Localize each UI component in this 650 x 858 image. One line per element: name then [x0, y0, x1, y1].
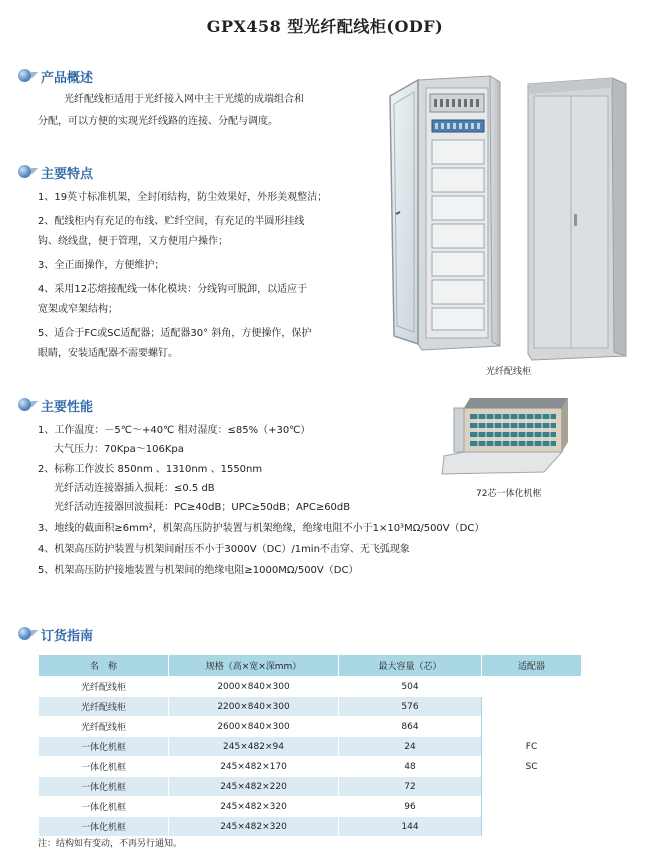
column-header: 名 称	[39, 655, 169, 677]
table-cell: 96	[339, 797, 482, 817]
bullet-slash-icon	[31, 168, 41, 174]
table-cell: 一体化机框	[39, 737, 169, 757]
column-header: 最大容量（芯）	[339, 655, 482, 677]
performance-line: 光纤活动连接器回波损耗：PC≥40dB；UPC≥50dB；APC≥60dB	[54, 502, 351, 513]
table-cell: 245×482×320	[169, 797, 339, 817]
table-cell: 一体化机框	[39, 817, 169, 837]
table-cell: 光纤配线柜	[39, 697, 169, 717]
performance-line: 大气压力：70Kpa～106Kpa	[54, 444, 184, 455]
feature-line: 1、19英寸标准机架，全封闭结构，防尘效果好，外形美观整洁；	[38, 192, 328, 203]
feature-line: 眼睛，安装适配器不需要螺钉。	[38, 348, 178, 359]
feature-line: 3、全正面操作，方便维护；	[38, 260, 165, 271]
performance-line: 4、机架高压防护装置与机架间耐压不小于3000V（DC）/1min不击穿、无飞弧现象	[38, 544, 410, 555]
footnote: 注：结构如有变动，不再另行通知。	[38, 839, 183, 849]
section-heading: 产品概述	[41, 71, 94, 86]
performance-line: 2、标称工作波长 850nm 、1310nm 、1550nm	[38, 464, 263, 475]
table-cell: 一体化机框	[39, 757, 169, 777]
table-cell: 72	[339, 777, 482, 797]
order-table	[38, 654, 582, 837]
table-cell: 245×482×170	[169, 757, 339, 777]
table-cell: 864	[339, 717, 482, 737]
frame-caption: 72芯一体化机框	[476, 489, 542, 499]
table-cell: 245×482×94	[169, 737, 339, 757]
bullet-ball-icon	[18, 627, 31, 640]
feature-line: 4、采用12芯熔接配线一体化模块：分线钩可脱卸，以适应于	[38, 284, 308, 295]
table-cell: 504	[339, 677, 482, 697]
feature-line: 5、适合于FC或SC适配器；适配器30° 斜角，方便操作，保护	[38, 328, 312, 339]
bullet-ball-icon	[18, 165, 31, 178]
closed-cabinet-image	[520, 74, 632, 364]
performance-line: 1、工作温度：－5℃～+40℃ 相对湿度：≤85%（+30℃）	[38, 425, 311, 436]
table-header-row	[39, 655, 582, 677]
table-cell: 一体化机框	[39, 797, 169, 817]
performance-line: 光纤活动连接器插入损耗：≤0.5 dB	[54, 483, 215, 494]
table-cell: 光纤配线柜	[39, 717, 169, 737]
adapter-sc: SC	[525, 761, 538, 772]
feature-line: 钩、绕线盘，便于管理，又方便用户操作；	[38, 236, 228, 247]
table-cell: 2200×840×300	[169, 697, 339, 717]
performance-line: 5、机架高压防护接地装置与机架间的绝缘电阻≥1000MΩ/500V（DC）	[38, 565, 359, 576]
table-row	[39, 677, 582, 697]
performance-line: 3、地线的截面积≥6mm²，机架高压防护装置与机架绝缘，绝缘电阻不小于1×10³MΩ/500V（DC）	[38, 523, 485, 534]
table-cell: 576	[339, 697, 482, 717]
table-cell: 245×482×220	[169, 777, 339, 797]
cabinet-caption: 光纤配线柜	[486, 367, 532, 377]
bullet-slash-icon	[31, 401, 41, 407]
overview-line-2: 分配，可以方便的实现光纤线路的连接、分配与调度。	[38, 116, 278, 127]
table-cell: 24	[339, 737, 482, 757]
section-header-overview	[18, 68, 168, 86]
bullet-ball-icon	[18, 69, 31, 82]
section-heading: 主要性能	[41, 400, 94, 415]
table-cell: 一体化机框	[39, 777, 169, 797]
open-cabinet-image	[388, 74, 506, 356]
bullet-ball-icon	[18, 398, 31, 411]
bullet-slash-icon	[31, 72, 41, 78]
table-cell: 2000×840×300	[169, 677, 339, 697]
table-cell: 2600×840×300	[169, 717, 339, 737]
section-heading: 订货指南	[41, 629, 94, 644]
table-cell: 光纤配线柜	[39, 677, 169, 697]
table-cell: 48	[339, 757, 482, 777]
bullet-slash-icon	[31, 630, 41, 636]
adapter-cell	[482, 677, 582, 837]
feature-line: 2、配线柜内有充足的布线、贮纤空间，有充足的半圆形挂线	[38, 216, 305, 227]
integrated-frame-image	[440, 394, 572, 476]
section-header-ordering	[18, 626, 168, 644]
section-header-features	[18, 164, 168, 182]
section-header-performance	[18, 397, 168, 415]
section-heading: 主要特点	[41, 167, 94, 182]
feature-line: 宽架或窄架结构；	[38, 304, 118, 315]
table-cell: 144	[339, 817, 482, 837]
page-title: GPX458 型光纤配线柜(ODF)	[206, 17, 444, 36]
table-cell: 245×482×320	[169, 817, 339, 837]
column-header: 适配器	[482, 655, 582, 677]
adapter-fc: FC	[525, 741, 538, 752]
column-header: 规格（高×宽×深mm）	[169, 655, 339, 677]
overview-line-1: 光纤配线柜适用于光纤接入网中主干光缆的成端组合和	[64, 94, 304, 105]
